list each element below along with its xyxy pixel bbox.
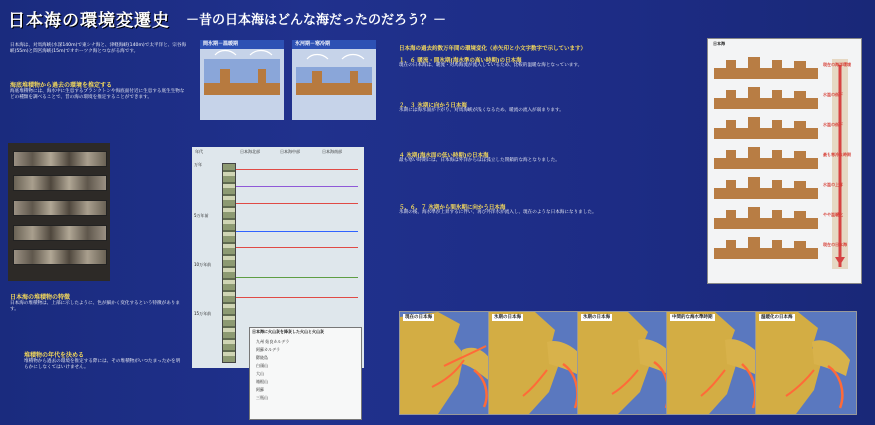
map-3-label: 氷期の日本海 — [583, 315, 610, 320]
age-label: 万年 — [194, 162, 202, 167]
right-panel-title: 日本海 — [713, 41, 725, 46]
center-p1-title: １、６ 暖流・間氷期(海水準の高い時期)の日本海 — [399, 58, 522, 64]
interglacial-figure — [200, 49, 284, 113]
map-3 — [577, 311, 679, 415]
diagram-label: 現在の日本海 — [823, 242, 847, 247]
legend-panel — [249, 327, 362, 420]
legend-item: 白頭山 — [256, 363, 268, 368]
map-4-image — [667, 312, 767, 414]
center-section-title: 日本海の過去約数万年間の環境変化（赤矢印と小文字数字で示しています） — [399, 46, 587, 52]
map-2-label: 氷期の日本海 — [494, 315, 521, 320]
legend-item: 阿蘇 — [256, 387, 264, 392]
center-p3-text: 最も寒い時期には、日本海は外洋からほぼ孤立した閉鎖的な海となりました。 — [399, 158, 560, 163]
map-5-image — [756, 312, 856, 414]
diagram-label: やや温暖化 — [823, 212, 843, 217]
sec3-title: 堆積物の年代を決める — [24, 352, 85, 359]
center-p2-title: ２、３ 氷期に向かう日本海 — [399, 103, 467, 109]
interglacial-title: 間氷期－温暖期 — [200, 40, 284, 49]
strat-col3: 日本海南部 — [322, 149, 342, 154]
legend-item: 鬱陵島 — [256, 355, 268, 360]
core-image — [8, 143, 110, 281]
glacial-title: 氷河期－寒冷期 — [292, 40, 376, 49]
glacial-diagram — [292, 40, 376, 120]
sec3-text: 堆積物から過去の環境を推定する際には、その堆積物がいつたまったかを明らかにしなくてはいけません。 — [24, 359, 181, 370]
age-label: 10万年前 — [194, 262, 212, 267]
right-diagram-panel — [707, 38, 862, 284]
center-p4-title: ５、６、７ 氷期から間氷期に向かう日本海 — [399, 205, 506, 211]
sec1-text: 海底堆積物には、海水中に生息するプランクトンや海底面付近に生息する底生生物などの種類を調べることで、昔の海の環境を推定することができます。 — [10, 89, 185, 100]
map-5-label: 温暖化の日本海 — [761, 315, 793, 320]
interglacial-diagram — [200, 40, 284, 120]
map-4-label: 中間的な海水準時期 — [672, 315, 713, 320]
legend-item: 箱根山 — [256, 379, 268, 384]
strat-col2: 日本海中部 — [280, 149, 300, 154]
core-row — [13, 151, 107, 167]
map-5 — [755, 311, 857, 415]
legend-list — [256, 340, 289, 404]
strat-heading: 年代 — [195, 149, 203, 154]
map-2 — [488, 311, 590, 415]
diagram-label: 最も寒冷な時期 — [823, 152, 851, 157]
legend-item: 九州 始良カルデラ — [256, 339, 290, 344]
map-3-image — [578, 312, 678, 414]
poster-title: 日本海の環境変遷史 — [8, 11, 170, 31]
diagram-label: 水温の上昇 — [823, 182, 843, 187]
sec2-text: 日本海の堆積物は、上部に示したように、色が細かく変化するという特徴があります。 — [10, 301, 180, 312]
map-1-label: 現在の日本海 — [405, 315, 432, 320]
legend-item: 阿蘇カルデラ — [256, 347, 280, 352]
core-row — [13, 249, 107, 265]
age-label: 5万年前 — [194, 213, 209, 218]
diagram-label: 水温の低下 — [823, 122, 843, 127]
center-p3-title: ４ 氷期(海水面の低い時期)の日本海 — [399, 153, 489, 159]
map-2-image — [489, 312, 589, 414]
core-row — [13, 175, 107, 191]
diagram-label: 水温の低下 — [823, 92, 843, 97]
poster-subtitle: －昔の日本海はどんな海だったのだろう？－ — [186, 13, 447, 28]
age-label: 15万年前 — [194, 311, 212, 316]
legend-title: 日本海に火山灰を降灰した火山と火山灰 — [252, 329, 324, 334]
sec2-title: 日本海の堆積物の特徴 — [10, 294, 71, 301]
center-p2-text: 氷期には海水面が下がり、対馬海峡が浅くなるため、暖流の流入が弱まります。 — [399, 108, 564, 113]
map-1-image — [400, 312, 500, 414]
diagram-label: 現在の海洋環境 — [823, 62, 851, 67]
legend-item: 大山 — [256, 371, 264, 376]
legend-item: 三瓶山 — [256, 395, 268, 400]
map-1 — [399, 311, 501, 415]
strat-col1: 日本海北部 — [240, 149, 260, 154]
core-row — [13, 225, 107, 241]
core-row — [13, 200, 107, 216]
glacial-figure — [292, 49, 376, 113]
strat-column — [222, 163, 236, 363]
map-4 — [666, 311, 768, 415]
intro-text: 日本海は、対馬海峡(水深140m)で東シナ海と、津軽海峡(140m)で太平洋と、宗谷海峡(55m)と間宮海峡(15m)でオホーツク海とつながる海です。 — [10, 43, 187, 54]
sec1-title: 海底堆積物から過去の環境を推定する — [10, 82, 113, 89]
center-p1-text: 現在の日本海は、暖流・対馬海流が流入しているため、比較的温暖な海となっています。 — [399, 63, 583, 68]
center-p4-text: 氷期の後、海水準が上昇するに伴い、再び外洋水が流入し、現在のような日本海になりました。 — [399, 210, 597, 215]
